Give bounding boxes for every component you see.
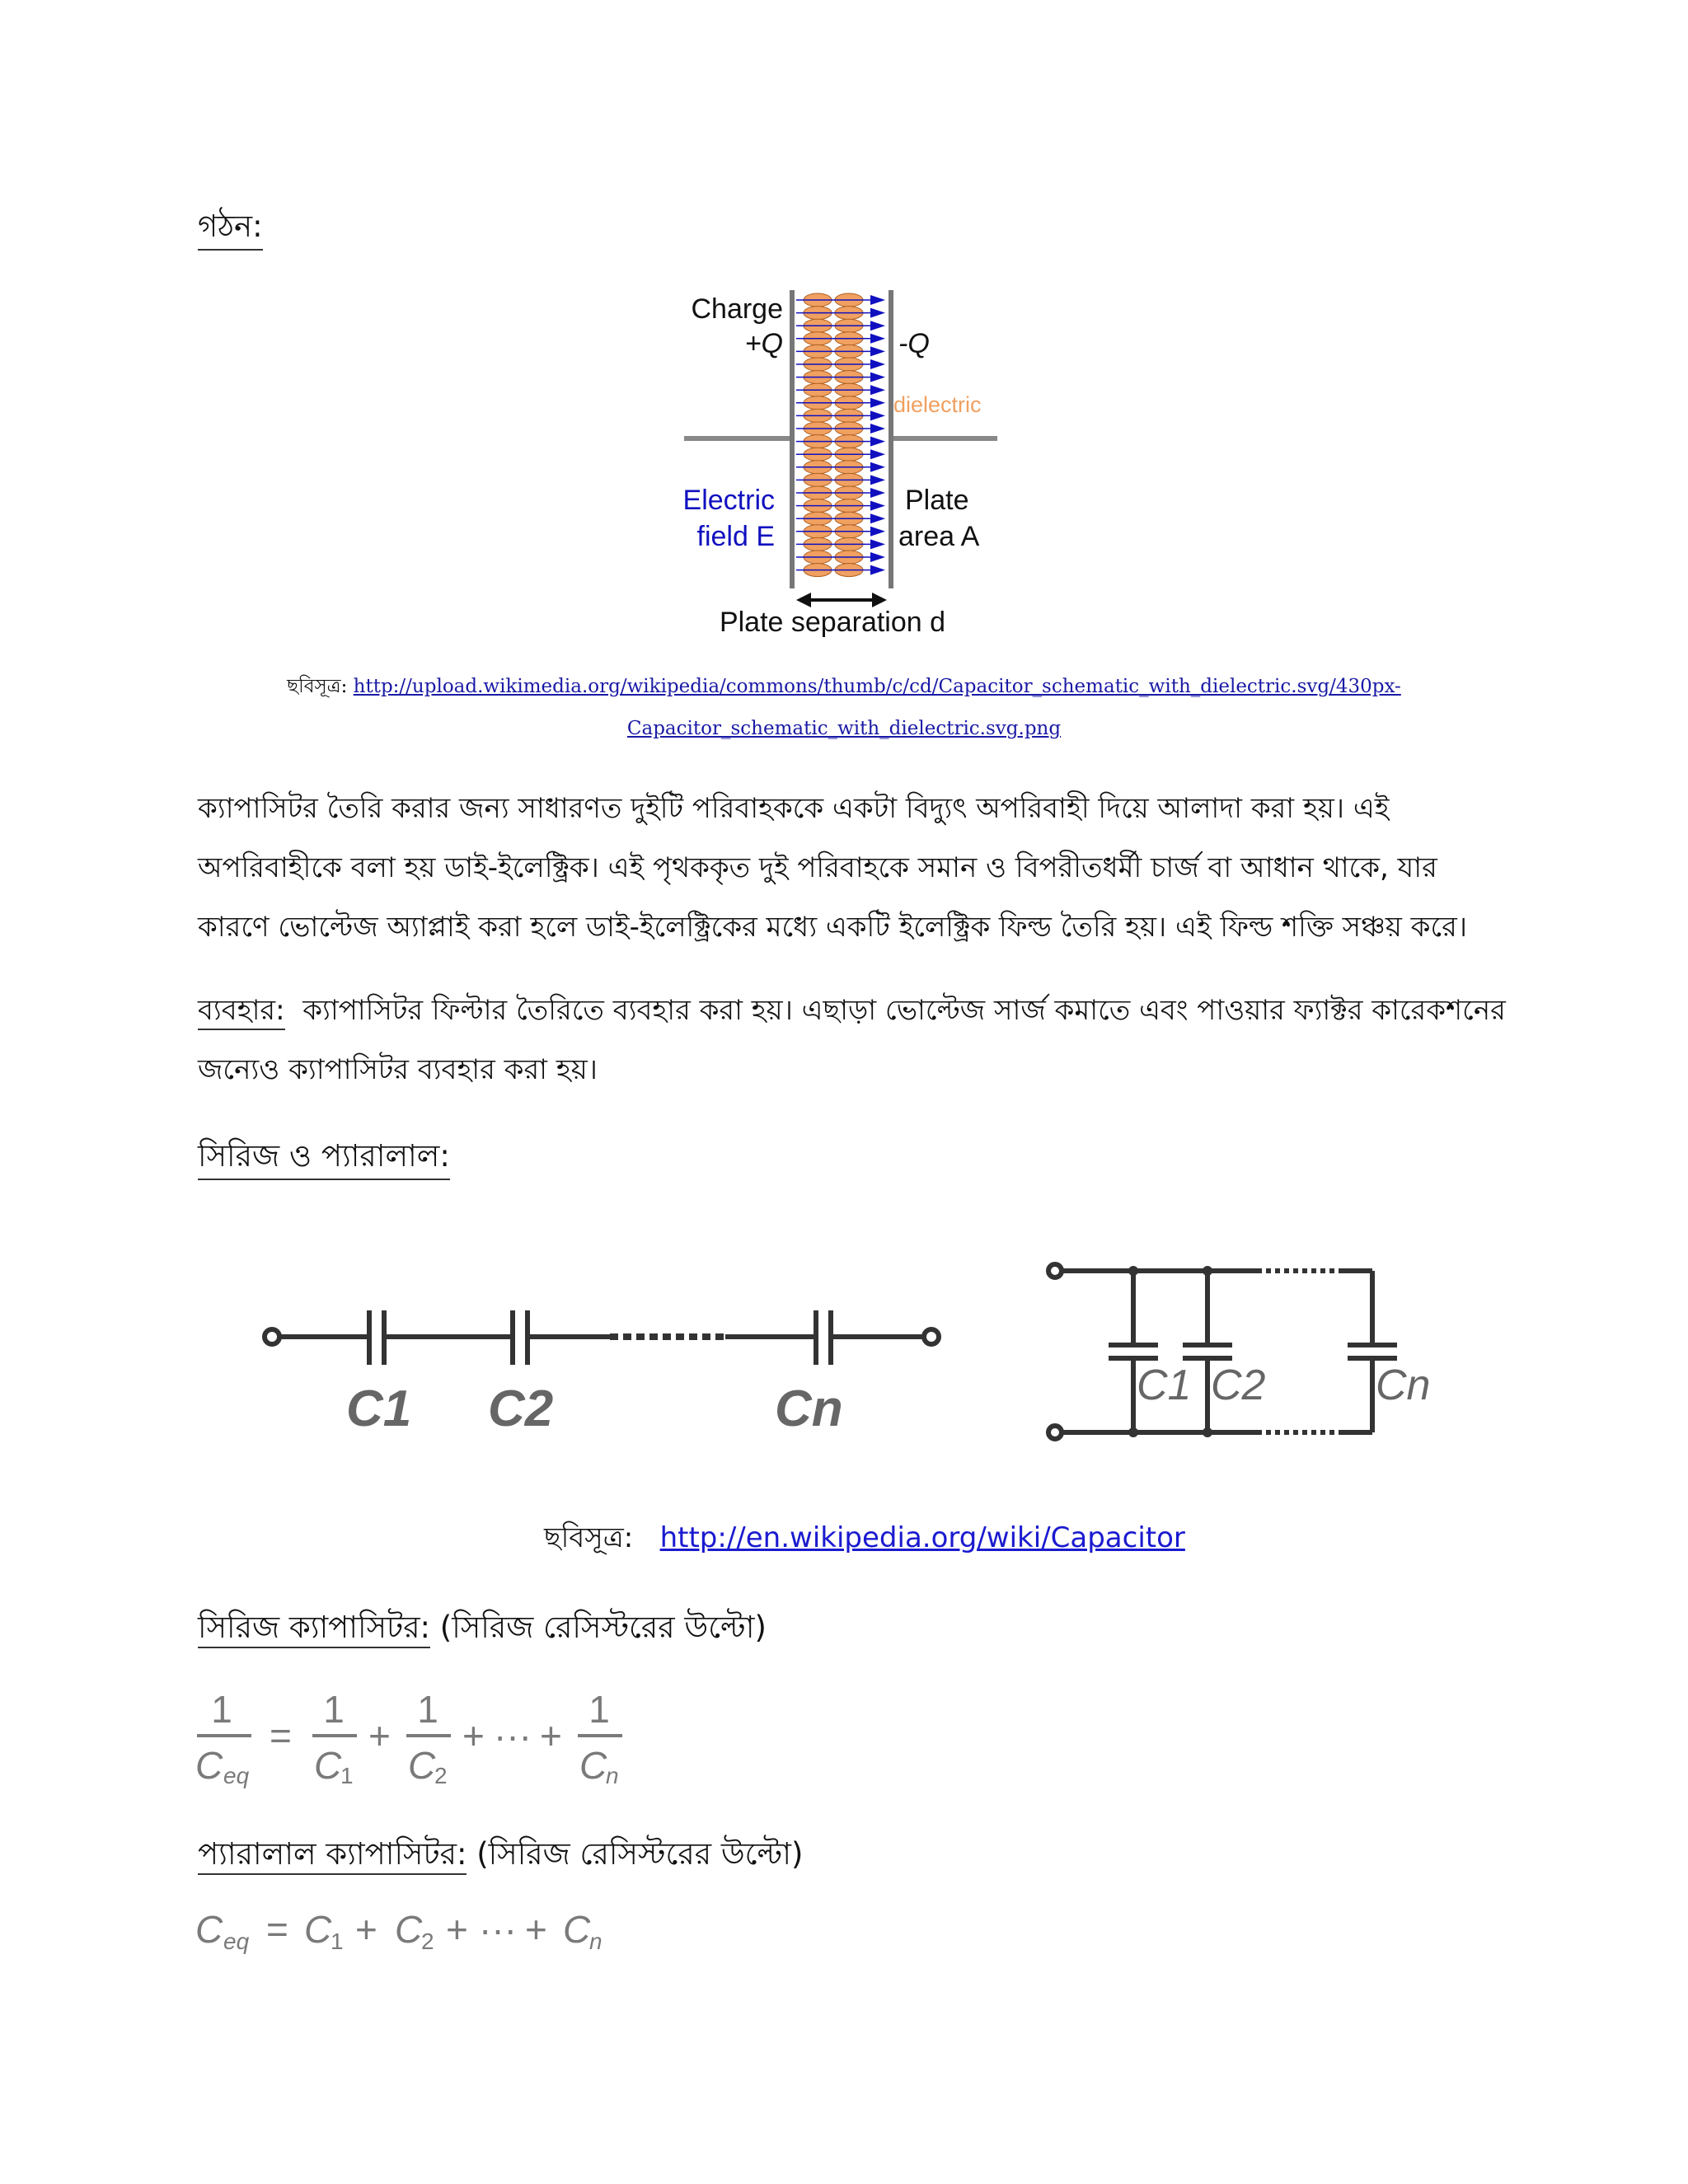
field-arrow bbox=[870, 346, 885, 356]
field-arrow bbox=[870, 334, 885, 344]
svg-text:+: + bbox=[462, 1714, 485, 1757]
source-link-1-continued[interactable]: Capacitor_schematic_with_dielectric.svg.png bbox=[626, 718, 1062, 739]
caption-label: ছবিসূত্র: bbox=[287, 676, 348, 697]
field-arrow bbox=[870, 539, 885, 549]
right-plate bbox=[889, 290, 893, 588]
electric-label: Electric bbox=[682, 485, 775, 516]
plate-label: Plate bbox=[905, 485, 969, 516]
series-circuit-diagram bbox=[247, 1286, 964, 1451]
field-arrow bbox=[870, 449, 885, 459]
svg-text:+: + bbox=[355, 1908, 377, 1951]
source-link-1[interactable]: http://upload.wikimedia.org/wikipedia/commons/thumb/c/cd/Capacitor_schematic_with_dielectric.svg/430px- bbox=[353, 676, 1401, 697]
field-arrow bbox=[870, 527, 885, 537]
caption-label: ছবিসূত্র: bbox=[544, 1521, 634, 1554]
image-source-caption-2 bbox=[544, 1516, 1185, 1563]
series-capacitor-heading: সিরিজ ক্যাপাসিটর: bbox=[198, 1610, 430, 1648]
left-plate bbox=[790, 290, 795, 588]
svg-text:1: 1 bbox=[417, 1688, 438, 1731]
svg-text:1: 1 bbox=[323, 1688, 345, 1731]
field-arrow bbox=[870, 565, 885, 575]
svg-text:1: 1 bbox=[211, 1688, 232, 1731]
field-arrow bbox=[870, 513, 885, 523]
field-arrow bbox=[870, 321, 885, 330]
svg-text:C: C bbox=[304, 1908, 332, 1951]
construction-paragraph bbox=[198, 779, 1467, 957]
field-arrow bbox=[870, 385, 885, 395]
field-arrow bbox=[870, 501, 885, 511]
series-parallel-heading: সিরিজ ও প্যারালাল: bbox=[198, 1136, 450, 1180]
svg-text:1: 1 bbox=[331, 1929, 344, 1954]
parallel-terminal-top bbox=[1048, 1264, 1062, 1277]
series-terminal-right bbox=[924, 1329, 939, 1344]
charge-label: Charge bbox=[691, 293, 783, 325]
parallel-c1-label: C1 bbox=[1137, 1361, 1192, 1409]
field-arrow bbox=[870, 424, 885, 434]
svg-text:C: C bbox=[195, 1744, 223, 1787]
series-capacitance-formula bbox=[194, 1681, 688, 1797]
svg-text:eq: eq bbox=[223, 1929, 250, 1954]
svg-text:C: C bbox=[563, 1908, 591, 1951]
svg-text:+: + bbox=[525, 1908, 547, 1951]
svg-text:C: C bbox=[195, 1908, 223, 1951]
c1-label: C1 bbox=[346, 1380, 412, 1437]
svg-text:···: ··· bbox=[494, 1714, 532, 1757]
svg-text:+: + bbox=[446, 1908, 468, 1951]
svg-text:C: C bbox=[579, 1744, 607, 1787]
svg-text:C: C bbox=[395, 1908, 423, 1951]
svg-text:2: 2 bbox=[434, 1763, 448, 1788]
svg-text:···: ··· bbox=[479, 1908, 517, 1951]
minus-q-label: -Q bbox=[898, 328, 930, 359]
svg-text:n: n bbox=[606, 1763, 619, 1788]
dielectric-label: dielectric bbox=[893, 392, 982, 417]
svg-text:=: = bbox=[270, 1714, 292, 1757]
field-arrow bbox=[870, 308, 885, 318]
field-arrow bbox=[870, 552, 885, 562]
field-arrow bbox=[870, 295, 885, 305]
area-a-label: area A bbox=[898, 521, 980, 552]
construction-heading: গঠন: bbox=[198, 206, 263, 251]
usage-heading: ব্যবহার: bbox=[198, 994, 285, 1030]
parallel-terminal-bottom bbox=[1048, 1426, 1062, 1439]
source-link-2[interactable]: http://en.wikipedia.org/wiki/Capacitor bbox=[659, 1521, 1185, 1554]
field-arrow bbox=[870, 437, 885, 447]
parallel-capacitance-formula bbox=[194, 1900, 688, 1966]
paragraph-line: কারণে ভোল্টেজ অ্যাপ্লাই করা হলে ডাই-ইলেক্ট্রিকের মধ্যে একটি ইলেক্ট্রিক ফিল্ড তৈরি হয়। এই ফিল্ড শক্তি সঞ্চয় করে। bbox=[198, 911, 1467, 944]
paragraph-line: ক্যাপাসিটর তৈরি করার জন্য সাধারণত দুইটি পরিবাহককে একটা বিদ্যুৎ অপরিবাহী দিয়ে আলাদা করা হয়। এই bbox=[198, 792, 1390, 825]
parallel-capacitor-heading: প্যারালাল ক্যাপাসিটর: bbox=[198, 1836, 467, 1875]
parallel-capacitor-row bbox=[198, 1830, 803, 1882]
paragraph-line: অপরিবাহীকে বলা হয় ডাই-ইলেক্ট্রিক। এই পৃথককৃত দুই পরিবাহকে সমান ও বিপরীতধর্মী চার্জ বা আধান থাকে, যার bbox=[198, 851, 1437, 884]
separation-label: Plate separation d bbox=[719, 607, 946, 638]
plus-q-label: +Q bbox=[744, 328, 783, 359]
c2-label: C2 bbox=[488, 1380, 554, 1437]
parallel-c2-label: C2 bbox=[1211, 1361, 1266, 1409]
parallel-circuit-diagram bbox=[1034, 1253, 1463, 1451]
field-arrow bbox=[870, 475, 885, 485]
field-arrow bbox=[870, 398, 885, 408]
svg-text:C: C bbox=[408, 1744, 436, 1787]
series-terminal-left bbox=[265, 1329, 279, 1344]
svg-text:+: + bbox=[540, 1714, 562, 1757]
parallel-capacitor-note: (সিরিজ রেসিস্টরের উল্টো) bbox=[476, 1836, 804, 1872]
field-arrow bbox=[870, 410, 885, 420]
usage-text-line: ক্যাপাসিটর ফিল্টার তৈরিতে ব্যবহার করা হয়। এছাড়া ভোল্টেজ সার্জ কমাতে এবং পাওয়ার ফ্যাক্টর কারেকশনের bbox=[302, 994, 1506, 1027]
capacitor-dielectric-diagram bbox=[676, 280, 1006, 643]
series-capacitor-note: (সিরিজ রেসিস্টরের উল্টো) bbox=[439, 1610, 767, 1645]
svg-text:+: + bbox=[368, 1714, 391, 1757]
parallel-cn-label: Cn bbox=[1376, 1361, 1431, 1409]
svg-text:1: 1 bbox=[588, 1688, 610, 1731]
field-e-label: field E bbox=[696, 521, 775, 552]
field-arrow bbox=[870, 373, 885, 382]
svg-text:1: 1 bbox=[340, 1763, 354, 1788]
dielectric-molecules bbox=[804, 293, 863, 577]
svg-text:eq: eq bbox=[223, 1763, 250, 1788]
field-arrow bbox=[870, 462, 885, 472]
series-capacitor-row bbox=[198, 1603, 767, 1655]
image-source-caption-1 bbox=[198, 666, 1490, 750]
svg-text:=: = bbox=[266, 1908, 288, 1951]
field-arrow bbox=[870, 488, 885, 498]
usage-paragraph bbox=[198, 981, 1506, 1099]
field-arrow bbox=[870, 359, 885, 369]
svg-text:n: n bbox=[589, 1929, 603, 1954]
svg-text:C: C bbox=[314, 1744, 342, 1787]
cn-label: Cn bbox=[775, 1380, 843, 1437]
svg-text:2: 2 bbox=[421, 1929, 434, 1954]
usage-text-line: জন্যেও ক্যাপাসিটর ব্যবহার করা হয়। bbox=[198, 1053, 598, 1086]
